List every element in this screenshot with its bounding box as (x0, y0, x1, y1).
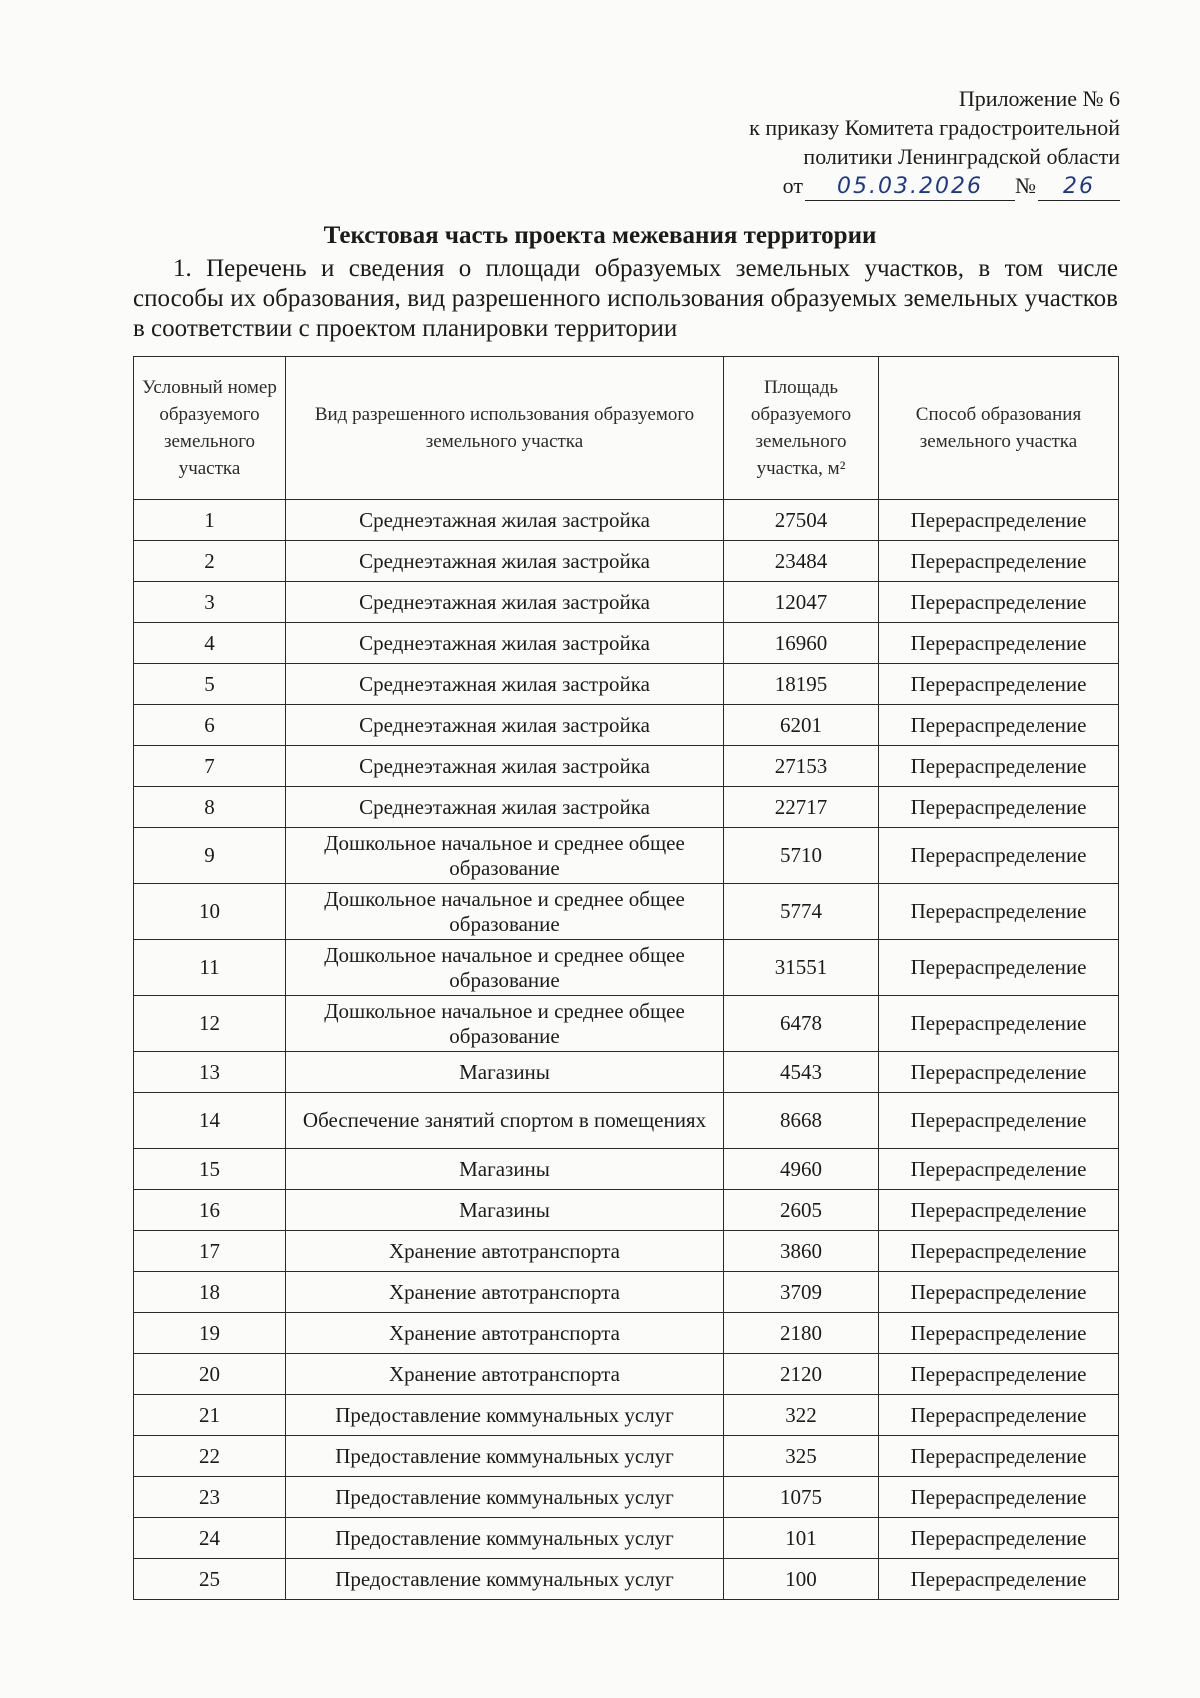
area-cell: 5710 (724, 828, 879, 884)
formation-method-cell: Перераспределение (879, 1231, 1119, 1272)
plot-number-cell: 6 (134, 705, 286, 746)
header-area: Площадь образуемого земельного участка, м² (724, 357, 879, 500)
plot-number-cell: 15 (134, 1149, 286, 1190)
permitted-use-cell: Среднеэтажная жилая застройка (286, 623, 724, 664)
plot-number-cell: 24 (134, 1518, 286, 1559)
area-cell: 4543 (724, 1052, 879, 1093)
formation-method-cell: Перераспределение (879, 828, 1119, 884)
area-cell: 31551 (724, 940, 879, 996)
plot-number-cell: 13 (134, 1052, 286, 1093)
formation-method-cell: Перераспределение (879, 1272, 1119, 1313)
area-cell: 322 (724, 1395, 879, 1436)
order-reference (749, 84, 1120, 201)
table-body (134, 500, 1119, 1600)
formation-method-cell: Перераспределение (879, 623, 1119, 664)
plot-number-cell: 7 (134, 746, 286, 787)
number-label: № (1015, 173, 1036, 198)
formation-method-cell: Перераспределение (879, 1052, 1119, 1093)
permitted-use-cell: Магазины (286, 1149, 724, 1190)
plot-number-cell: 2 (134, 541, 286, 582)
permitted-use-cell: Предоставление коммунальных услуг (286, 1395, 724, 1436)
area-cell: 2605 (724, 1190, 879, 1231)
formation-method-cell: Перераспределение (879, 500, 1119, 541)
plot-number-cell: 22 (134, 1436, 286, 1477)
permitted-use-cell: Хранение автотранспорта (286, 1231, 724, 1272)
table-row (134, 1093, 1119, 1149)
table-row (134, 1559, 1119, 1600)
plot-number-cell: 17 (134, 1231, 286, 1272)
formation-method-cell: Перераспределение (879, 996, 1119, 1052)
area-cell: 8668 (724, 1093, 879, 1149)
permitted-use-cell: Предоставление коммунальных услуг (286, 1477, 724, 1518)
handwritten-number: 26 (1038, 174, 1120, 201)
header-formation-method: Способ образования земельного участка (879, 357, 1119, 500)
table-row (134, 664, 1119, 705)
area-cell: 27504 (724, 500, 879, 541)
plot-number-cell: 10 (134, 884, 286, 940)
permitted-use-cell: Дошкольное начальное и среднее общее образование (286, 884, 724, 940)
table-row (134, 1313, 1119, 1354)
area-cell: 2180 (724, 1313, 879, 1354)
permitted-use-cell: Дошкольное начальное и среднее общее образование (286, 828, 724, 884)
permitted-use-cell: Хранение автотранспорта (286, 1313, 724, 1354)
table-row (134, 1477, 1119, 1518)
table-row (134, 996, 1119, 1052)
table-row (134, 1149, 1119, 1190)
plot-number-cell: 1 (134, 500, 286, 541)
table-row (134, 1436, 1119, 1477)
table-row (134, 1354, 1119, 1395)
table-row (134, 828, 1119, 884)
area-cell: 1075 (724, 1477, 879, 1518)
formation-method-cell: Перераспределение (879, 541, 1119, 582)
area-cell: 100 (724, 1559, 879, 1600)
permitted-use-cell: Предоставление коммунальных услуг (286, 1518, 724, 1559)
table-row (134, 500, 1119, 541)
permitted-use-cell: Среднеэтажная жилая застройка (286, 500, 724, 541)
permitted-use-cell: Предоставление коммунальных услуг (286, 1559, 724, 1600)
permitted-use-cell: Среднеэтажная жилая застройка (286, 541, 724, 582)
land-plots-table (133, 356, 1119, 1600)
plot-number-cell: 3 (134, 582, 286, 623)
plot-number-cell: 16 (134, 1190, 286, 1231)
table-row (134, 1231, 1119, 1272)
formation-method-cell: Перераспределение (879, 1354, 1119, 1395)
permitted-use-cell: Среднеэтажная жилая застройка (286, 746, 724, 787)
plot-number-cell: 21 (134, 1395, 286, 1436)
permitted-use-cell: Магазины (286, 1190, 724, 1231)
area-cell: 3860 (724, 1231, 879, 1272)
formation-method-cell: Перераспределение (879, 1093, 1119, 1149)
plot-number-cell: 20 (134, 1354, 286, 1395)
permitted-use-cell: Дошкольное начальное и среднее общее образование (286, 940, 724, 996)
table-row (134, 541, 1119, 582)
formation-method-cell: Перераспределение (879, 582, 1119, 623)
plot-number-cell: 9 (134, 828, 286, 884)
formation-method-cell: Перераспределение (879, 664, 1119, 705)
area-cell: 5774 (724, 884, 879, 940)
plot-number-cell: 14 (134, 1093, 286, 1149)
intro-paragraph: 1. Перечень и сведения о площади образуемых земельных участков, в том числе способы их образования, вид разрешенного использования образуемых земельных участков в соответствии с проектом планировки территории (133, 255, 1118, 342)
area-cell: 3709 (724, 1272, 879, 1313)
permitted-use-cell: Среднеэтажная жилая застройка (286, 787, 724, 828)
formation-method-cell: Перераспределение (879, 1149, 1119, 1190)
table-row (134, 623, 1119, 664)
permitted-use-cell: Предоставление коммунальных услуг (286, 1436, 724, 1477)
plot-number-cell: 8 (134, 787, 286, 828)
formation-method-cell: Перераспределение (879, 705, 1119, 746)
permitted-use-cell: Дошкольное начальное и среднее общее образование (286, 996, 724, 1052)
from-label: от (782, 173, 803, 198)
area-cell: 6201 (724, 705, 879, 746)
date-number-line (749, 171, 1120, 201)
formation-method-cell: Перераспределение (879, 787, 1119, 828)
table-row (134, 1395, 1119, 1436)
area-cell: 16960 (724, 623, 879, 664)
table-row (134, 705, 1119, 746)
permitted-use-cell: Хранение автотранспорта (286, 1354, 724, 1395)
table-row (134, 582, 1119, 623)
formation-method-cell: Перераспределение (879, 940, 1119, 996)
formation-method-cell: Перераспределение (879, 746, 1119, 787)
formation-method-cell: Перераспределение (879, 1190, 1119, 1231)
document-title: Текстовая часть проекта межевания территории (323, 222, 877, 249)
plot-number-cell: 18 (134, 1272, 286, 1313)
area-cell: 23484 (724, 541, 879, 582)
plot-number-cell: 4 (134, 623, 286, 664)
table-row (134, 787, 1119, 828)
permitted-use-cell: Хранение автотранспорта (286, 1272, 724, 1313)
area-cell: 4960 (724, 1149, 879, 1190)
area-cell: 18195 (724, 664, 879, 705)
handwritten-date: 05.03.2026 (805, 174, 1015, 201)
plot-number-cell: 19 (134, 1313, 286, 1354)
area-cell: 27153 (724, 746, 879, 787)
plot-number-cell: 23 (134, 1477, 286, 1518)
area-cell: 22717 (724, 787, 879, 828)
table-header-row (134, 357, 1119, 500)
plot-number-cell: 11 (134, 940, 286, 996)
table-row (134, 884, 1119, 940)
plot-number-cell: 25 (134, 1559, 286, 1600)
formation-method-cell: Перераспределение (879, 1477, 1119, 1518)
permitted-use-cell: Обеспечение занятий спортом в помещениях (286, 1093, 724, 1149)
formation-method-cell: Перераспределение (879, 1436, 1119, 1477)
committee-line: политики Ленинградской области (803, 144, 1120, 169)
permitted-use-cell: Среднеэтажная жилая застройка (286, 664, 724, 705)
area-cell: 2120 (724, 1354, 879, 1395)
table-row (134, 1190, 1119, 1231)
table-row (134, 746, 1119, 787)
plot-number-cell: 5 (134, 664, 286, 705)
header-plot-number: Условный номер образуемого земельного участка (134, 357, 286, 500)
formation-method-cell: Перераспределение (879, 1395, 1119, 1436)
formation-method-cell: Перераспределение (879, 1518, 1119, 1559)
header-permitted-use: Вид разрешенного использования образуемого земельного участка (286, 357, 724, 500)
table-row (134, 1518, 1119, 1559)
formation-method-cell: Перераспределение (879, 1559, 1119, 1600)
area-cell: 325 (724, 1436, 879, 1477)
order-line: к приказу Комитета градостроительной (749, 115, 1120, 140)
permitted-use-cell: Среднеэтажная жилая застройка (286, 705, 724, 746)
plot-number-cell: 12 (134, 996, 286, 1052)
area-cell: 6478 (724, 996, 879, 1052)
table-row (134, 1052, 1119, 1093)
formation-method-cell: Перераспределение (879, 1313, 1119, 1354)
table-row (134, 940, 1119, 996)
area-cell: 12047 (724, 582, 879, 623)
area-cell: 101 (724, 1518, 879, 1559)
table-row (134, 1272, 1119, 1313)
permitted-use-cell: Среднеэтажная жилая застройка (286, 582, 724, 623)
appendix-line: Приложение № 6 (958, 86, 1120, 111)
permitted-use-cell: Магазины (286, 1052, 724, 1093)
formation-method-cell: Перераспределение (879, 884, 1119, 940)
